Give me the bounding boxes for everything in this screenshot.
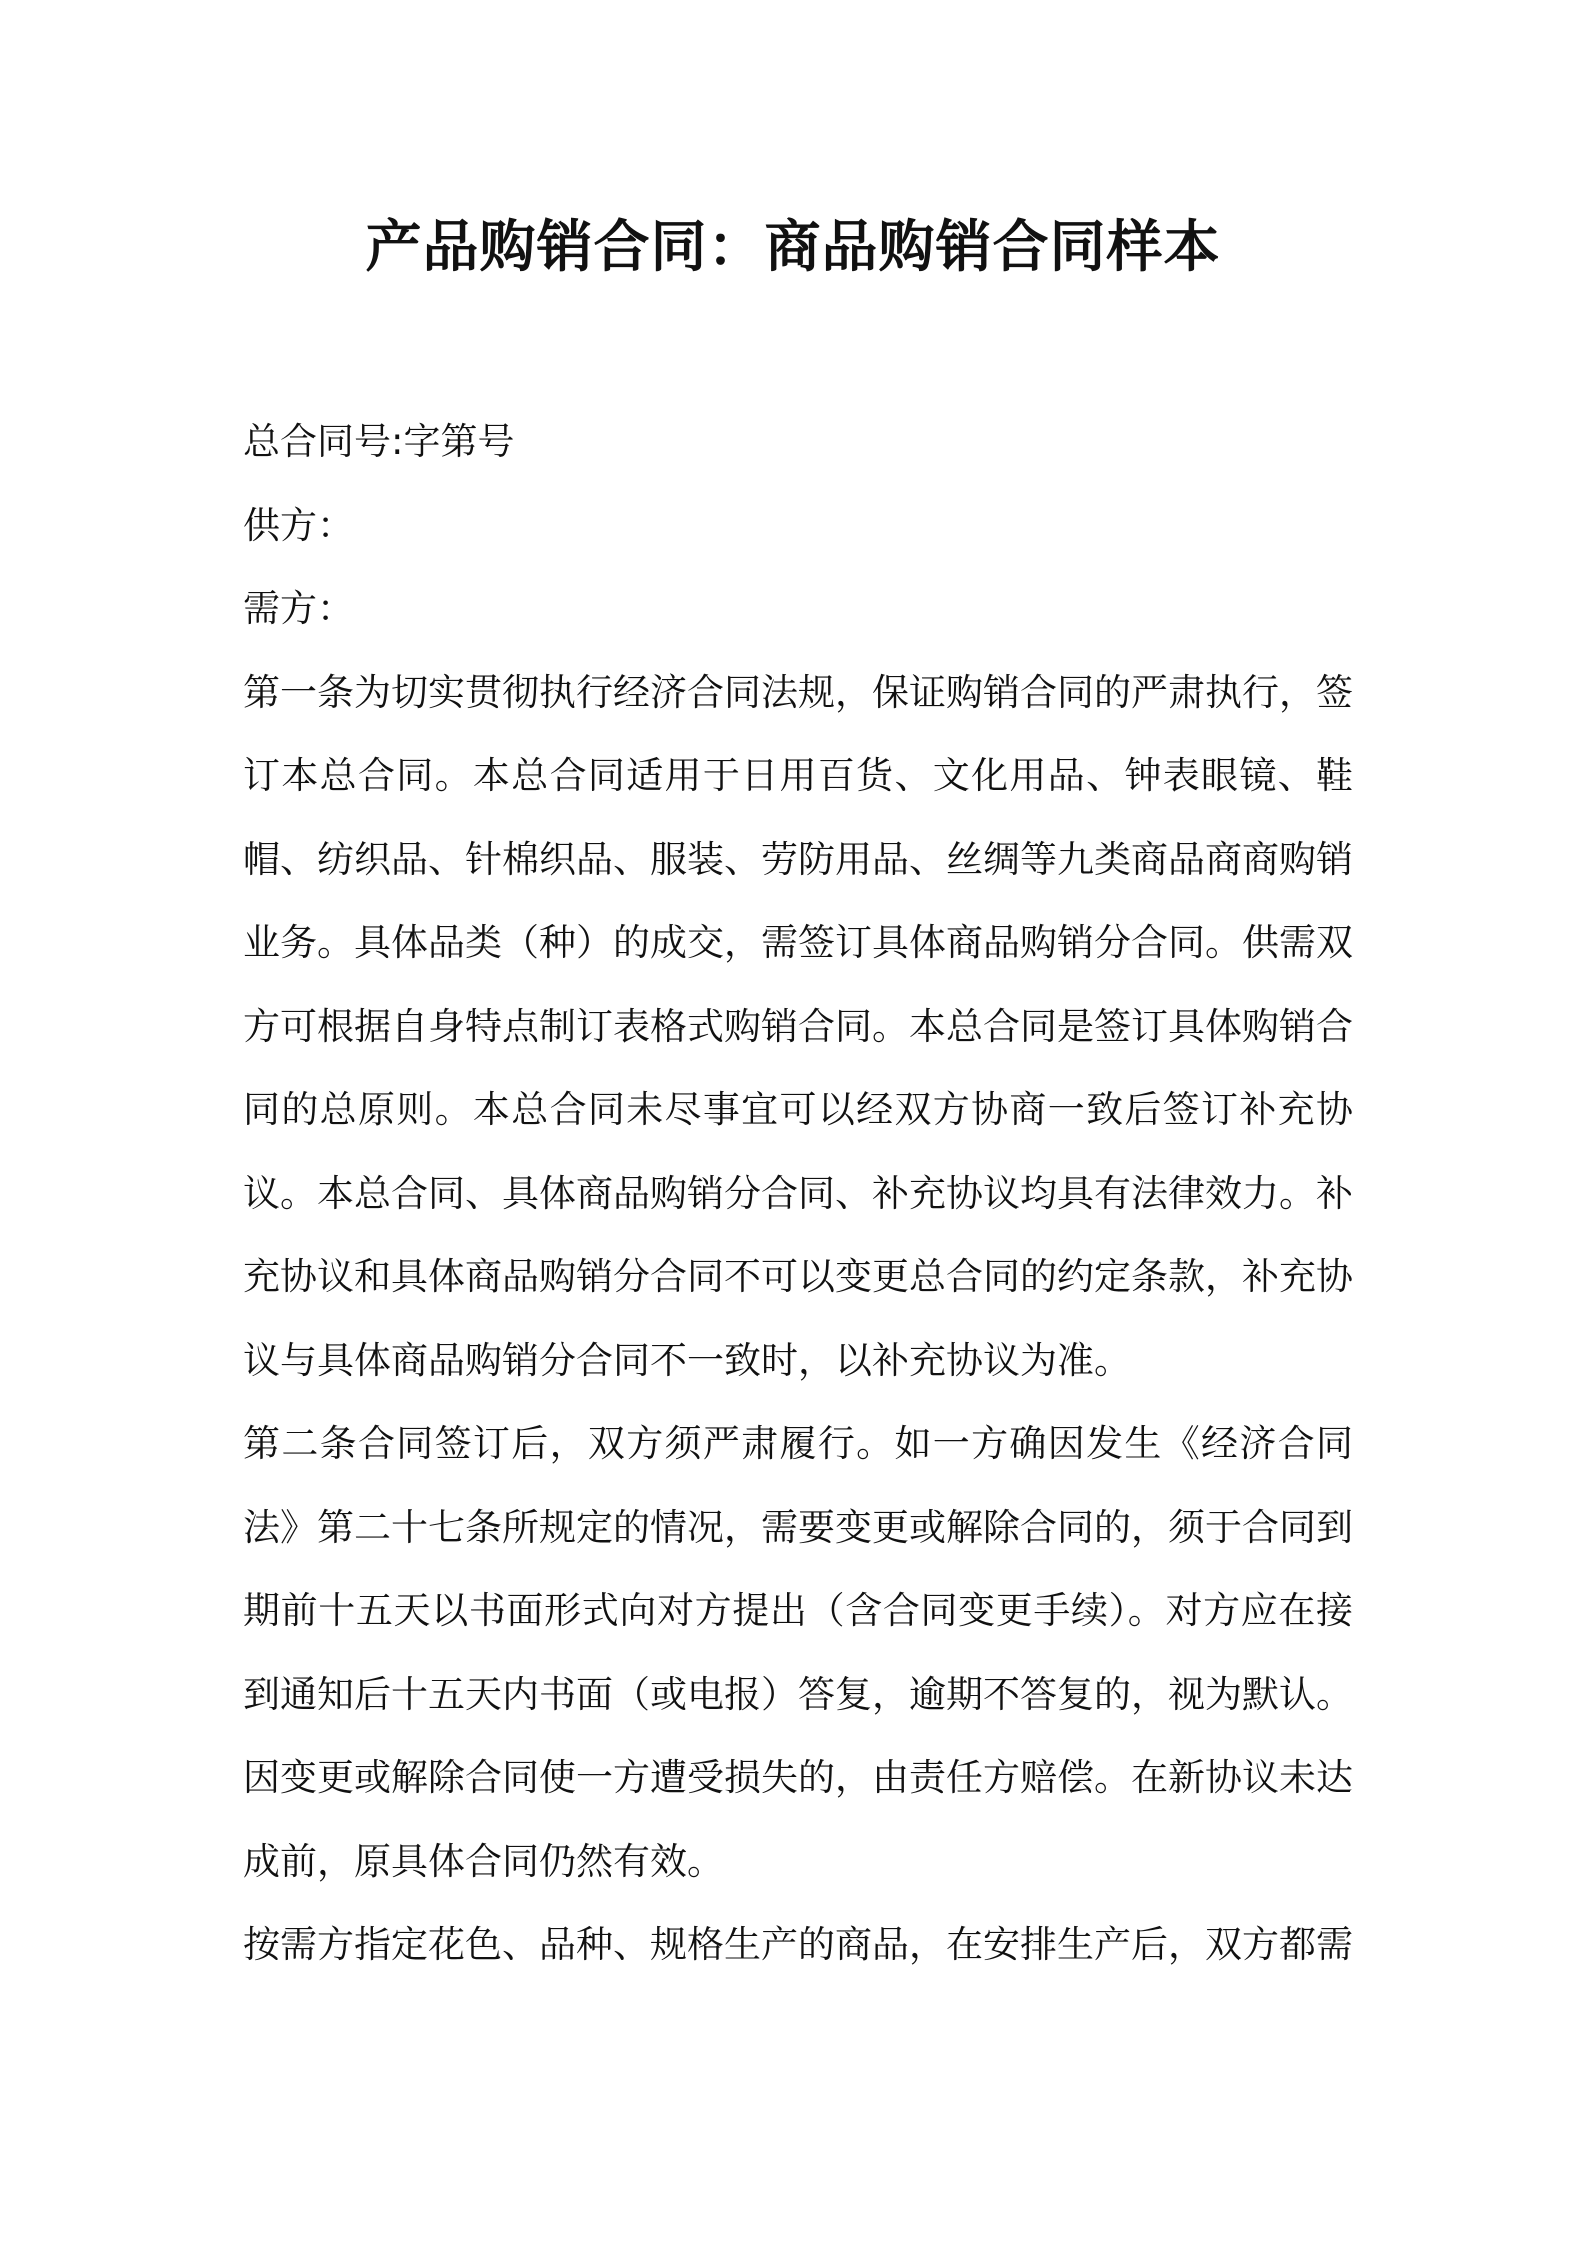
- custom-goods-paragraph: 按需方指定花色、品种、规格生产的商品，在安排生产后，双方都需: [243, 1923, 1353, 1966]
- article-2-paragraph: 第二条合同签订后，双方须严肃履行。如一方确因发生《经济合同法》第二十七条所规定的情况，需要变更或解除合同的，须于合同到期前十五天以书面形式向对方提出（含合同变更手续）。对方应在接到通知后十五天内书面（或电报）答复，逾期不答复的，视为默认。因变更或解除合同使一方遭受损失的，由责任方赔偿。在新协议未达成前，原具体合同仍然有效。: [243, 1422, 1353, 1883]
- buyer-line: 需方：: [243, 587, 354, 630]
- article-1-paragraph: 第一条为切实贯彻执行经济合同法规，保证购销合同的严肃执行，签订本总合同。本总合同适用于日用百货、文化用品、钟表眼镜、鞋帽、纺织品、针棉织品、服装、劳防用品、丝绸等九类商品商商购销业务。具体品类（种）的成交，需签订具体商品购销分合同。供需双方可根据自身特点制订表格式购销合同。本总合同是签订具体购销合同的总原则。本总合同未尽事宜可以经双方协商一致后签订补充协议。本总合同、具体商品购销分合同、补充协议均具有法律效力。补充协议和具体商品购销分合同不可以变更总合同的约定条款，补充协议与具体商品购销分合同不一致时，以补充协议为准。: [243, 670, 1353, 1382]
- document-body: [243, 400, 1353, 1987]
- supplier-line: 供方：: [243, 503, 354, 547]
- contract-number-line: 总合同号:字第号: [243, 420, 515, 463]
- document-title: 产品购销合同：商品购销合同样本: [365, 215, 1221, 280]
